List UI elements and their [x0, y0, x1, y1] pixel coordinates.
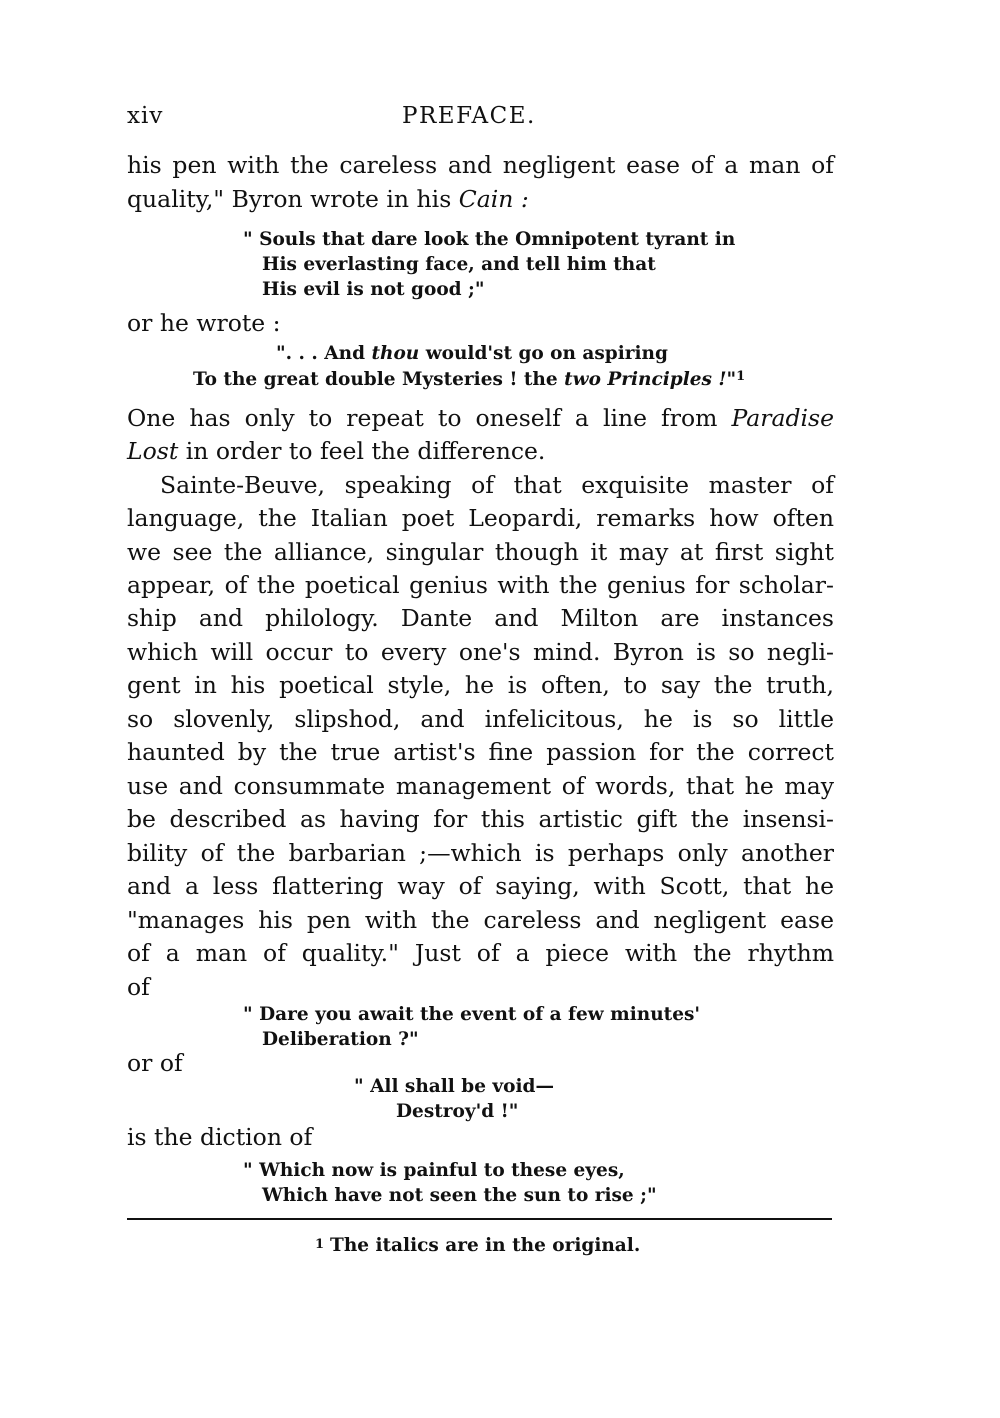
work-title: Lost	[127, 437, 179, 465]
prose-line	[127, 182, 834, 216]
prose-line: bility of the barbarian ;—which is perhaps only another	[127, 839, 834, 867]
verse-text: ". . . And	[276, 343, 372, 364]
footnote-number: 1	[315, 1237, 325, 1252]
prose-line: be described as having for this artistic gift the insensi-	[127, 805, 834, 833]
footnote-ref: 1	[736, 369, 746, 384]
prose-line: of	[127, 973, 150, 1001]
verse-line	[276, 341, 668, 367]
prose-line: so slovenly, slipshod, and infelicitous, he is so little	[127, 705, 834, 733]
prose-line: which will occur to every one's mind. Byron is so negli-	[127, 638, 834, 666]
verse-line: His everlasting face, and tell him that	[262, 254, 656, 275]
prose-line: or he wrote :	[127, 309, 281, 337]
verse-line: " Souls that dare look the Omnipotent tyrant in	[243, 229, 736, 250]
prose-line: gent in his poetical style, he is often, to say the truth,	[127, 671, 834, 699]
prose-text: quality," Byron wrote in his	[127, 185, 459, 213]
prose-line	[127, 401, 834, 435]
prose-line: and a less flattering way of saying, with Scott, that he	[127, 872, 834, 900]
verse-italic: thou	[371, 343, 420, 364]
page-number: xiv	[127, 103, 164, 129]
verse-line: Deliberation ?"	[262, 1029, 419, 1050]
verse-text: "	[726, 369, 737, 390]
verse-line: Which have not seen the sun to rise ;"	[262, 1185, 657, 1206]
prose-line: haunted by the true artist's fine passion for the correct	[127, 738, 834, 766]
prose-line: language, the Italian poet Leopardi, remarks how often	[127, 504, 834, 532]
footnote-text: The italics are in the original.	[330, 1235, 641, 1256]
prose-line: "manages his pen with the careless and negligent ease	[127, 906, 834, 934]
work-title: Paradise	[731, 404, 834, 432]
verse-line	[193, 367, 745, 393]
prose-line: of a man of quality." Just of a piece with the rhythm	[127, 939, 834, 967]
prose-line: his pen with the careless and negligent ease of a man of	[127, 151, 834, 179]
verse-line: " Which now is painful to these eyes,	[243, 1160, 625, 1181]
prose-text: in order to feel the difference.	[178, 437, 546, 465]
verse-line: " All shall be void—	[354, 1076, 554, 1097]
verse-line: " Dare you await the event of a few minutes'	[243, 1004, 701, 1025]
verse-text: would'st go on aspiring	[419, 343, 668, 364]
footnote	[315, 1232, 640, 1258]
prose-line: is the diction of	[127, 1123, 313, 1151]
verse-italic: two Principles !	[564, 369, 727, 390]
prose-line: ship and philology. Dante and Milton are instances	[127, 604, 834, 632]
running-title: PREFACE.	[402, 103, 536, 129]
page-header	[127, 100, 834, 132]
prose-line: appear, of the poetical genius with the genius for scholar-	[127, 571, 834, 599]
verse-line: His evil is not good ;"	[262, 279, 485, 300]
prose-line: use and consummate management of words, that he may	[127, 772, 834, 800]
verse-line: Destroy'd !"	[396, 1101, 519, 1122]
work-title-cain: Cain :	[458, 185, 529, 213]
footnote-rule	[127, 1218, 832, 1220]
prose-text: One has only to repeat to oneself a line from	[127, 404, 732, 432]
prose-line: Sainte-Beuve, speaking of that exquisite master of	[160, 471, 834, 499]
verse-text: To the great double Mysteries ! the	[193, 369, 565, 390]
prose-line: or of	[127, 1049, 183, 1077]
prose-line	[127, 434, 834, 468]
prose-line: we see the alliance, singular though it may at first sight	[127, 538, 834, 566]
